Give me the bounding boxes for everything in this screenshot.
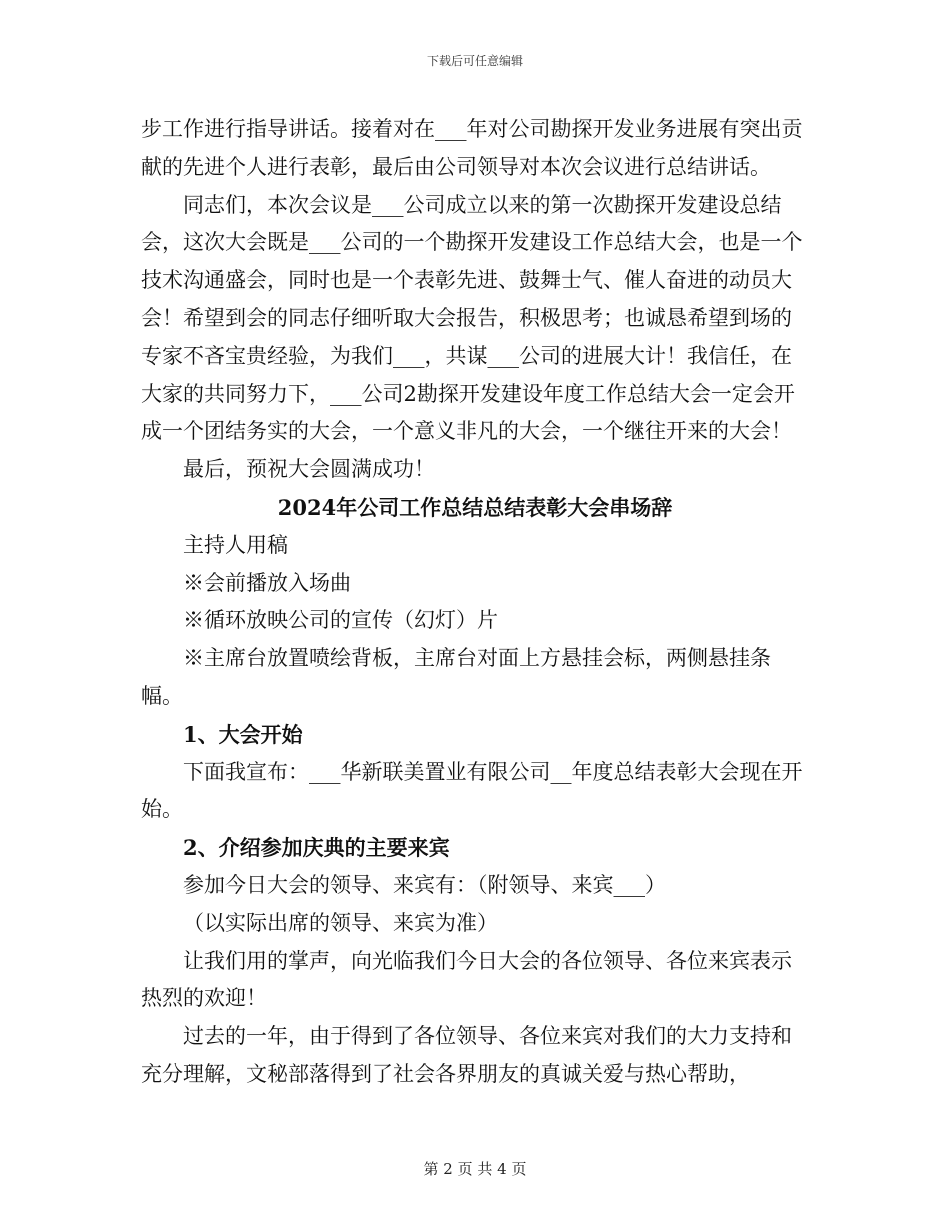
paragraph-announcement: 下面我宣布：___华新联美置业有限公司__年度总结表彰大会现在开始。	[141, 759, 803, 822]
page-header: 下载后可任意编辑	[426, 54, 523, 68]
paragraph-meeting-intro: 同志们，本次会议是___公司成立以来的第一次勘探开发建设总结会，这次大会既是___公司的一个勘探开发建设工作总结大会，也是一个技术沟通盛会，同时也是一个表彰先进、鼓舞士气、催人奋进的动员大会！希望到会的同志仔细听取大会报告，积极思考；也诚恳希望到场的专家不吝宝贵经验，为我们___，共谋___公司的进展大计！我信任，在大家的共同努力下，___公司2勘探开发建设年度工作总结大会一定会开成一个团结务实的大会，一个意义非凡的大会，一个继往开来的大会！	[141, 192, 803, 444]
paragraph-welcome: 让我们用的掌声，向光临我们今日大会的各位领导、各位来宾表示热烈的欢迎！	[141, 948, 792, 1011]
page-footer: 第 2 页 共 4 页	[423, 1160, 527, 1178]
note-slideshow: ※循环放映公司的宣传（幻灯）片	[183, 608, 498, 633]
note-entrance-music: ※会前播放入场曲	[183, 570, 351, 595]
paragraph-closing-wish: 最后，预祝大会圆满成功！	[183, 457, 435, 482]
section-title: 2024年公司工作总结总结表彰大会串场辞	[277, 494, 673, 520]
note-stage-setup: ※主席台放置喷绘背板，主席台对面上方悬挂会标，两侧悬挂条幅。	[141, 646, 771, 708]
paragraph-past-year: 过去的一年，由于得到了各位领导、各位来宾对我们的大力支持和充分理解，文秘部落得到了社会各界朋友的真诚关爱与热心帮助，	[141, 1024, 792, 1086]
paragraph-guests-note: （以实际出席的领导、来宾为准）	[183, 910, 498, 935]
host-script-label: 主持人用稿	[183, 532, 288, 557]
heading-guests: 2、介绍参加庆典的主要来宾	[183, 835, 450, 861]
heading-meeting-start: 1、大会开始	[183, 721, 303, 747]
document-body	[141, 111, 809, 1094]
paragraph-guests-list: 参加今日大会的领导、来宾有：（附领导、来宾___）	[183, 872, 666, 897]
paragraph-continuation: 步工作进行指导讲话。接着对在___年对公司勘探开发业务进展有突出贡献的先进个人进行表彰，最后由公司领导对本次会议进行总结讲话。	[141, 117, 803, 179]
